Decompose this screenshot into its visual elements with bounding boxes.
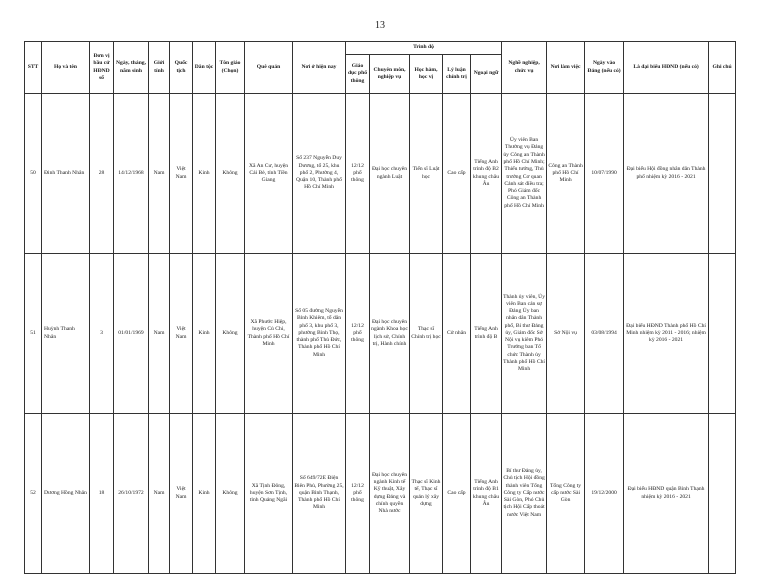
cell-dan-toc: Kinh	[193, 94, 216, 254]
cell-ly-luan: Cao cấp	[443, 94, 471, 254]
table-row	[25, 254, 736, 414]
header-ngay-sinh: Ngày, tháng, năm sinh	[114, 42, 149, 94]
header-trinh-do: Trình độ	[346, 42, 502, 55]
header-nghe-nghiep: Nghề nghiệp, chức vụ	[502, 42, 547, 94]
cell-dan-toc: Kinh	[193, 254, 216, 414]
header-gioi-tinh: Giới tính	[149, 42, 170, 94]
page-number: 13	[375, 20, 385, 31]
cell-nghe-nghiep: Bí thư Đảng ủy, Chủ tịch Hội đồng thành viên Tổng Công ty Cấp nước Sài Gòn, Phó Chủ tịch Hội Cấp thoát nước Việt Nam	[502, 414, 547, 574]
header-hoc-ham: Học hàm, học vị	[410, 55, 443, 94]
header-ghi-chu: Ghi chú	[709, 42, 736, 94]
cell-noi-o: Số 237 Nguyễn Duy Dương, tổ 25, khu phố 2, Phường 4, Quận 10, Thành phố Hồ Chí Minh	[293, 94, 346, 254]
header-ngoai-ngu: Ngoại ngữ	[471, 55, 502, 94]
header-ly-luan: Lý luận chính trị	[443, 55, 471, 94]
cell-ngay-vao-dang: 10/07/1990	[585, 94, 624, 254]
cell-ly-luan: Cử nhân	[443, 254, 471, 414]
cell-don-vi: 28	[90, 94, 114, 254]
cell-quoc-tich: Việt Nam	[170, 94, 193, 254]
table-row	[25, 414, 736, 574]
cell-dan-toc: Kinh	[193, 414, 216, 574]
cell-ton-giao: Không	[216, 414, 245, 574]
cell-hoc-ham: Tiến sĩ Luật học	[410, 94, 443, 254]
cell-ghi-chu	[709, 414, 736, 574]
cell-noi-lam-viec: Sở Nội vụ	[547, 254, 585, 414]
header-stt: STT	[25, 42, 42, 94]
cell-ho-va-ten: Dương Hồng Nhân	[42, 414, 90, 574]
cell-noi-o: Số 649/72E Điện Biên Phủ, Phường 25, quận Bình Thạnh, Thành phố Hồ Chí Minh	[293, 414, 346, 574]
header-ho-va-ten: Họ và tên	[42, 42, 90, 94]
cell-stt: 52	[25, 414, 42, 574]
cell-hoc-ham: Thạc sĩ Chính trị học	[410, 254, 443, 414]
cell-ngay-vao-dang: 19/12/2000	[585, 414, 624, 574]
cell-hoc-ham: Thạc sĩ Kinh tế, Thạc sĩ quản lý xây dựng	[410, 414, 443, 574]
cell-giao-duc: 12/12 phổ thông	[346, 94, 370, 254]
header-ton-giao: Tôn giáo (Chọn)	[216, 42, 245, 94]
cell-ngay-sinh: 14/12/1968	[114, 94, 149, 254]
cell-noi-lam-viec: Tổng Công ty cấp nước Sài Gòn	[547, 414, 585, 574]
cell-don-vi: 3	[90, 254, 114, 414]
header-dan-toc: Dân tộc	[193, 42, 216, 94]
header-chuyen-mon: Chuyên môn, nghiệp vụ	[370, 55, 410, 94]
cell-ton-giao: Không	[216, 94, 245, 254]
cell-noi-lam-viec: Công an Thành phố Hồ Chí Minh	[547, 94, 585, 254]
cell-que-quan: Xã Phước Hiệp, huyện Củ Chi, Thành phố Hồ Chí Minh	[245, 254, 293, 414]
header-quoc-tich: Quốc tịch	[170, 42, 193, 94]
cell-dai-bieu: Đại biểu HĐND Thành phố Hồ Chí Minh nhiệm kỳ 2011 - 2016; nhiệm kỳ 2016 - 2021	[624, 254, 709, 414]
cell-ngay-vao-dang: 03/08/1994	[585, 254, 624, 414]
cell-noi-o: Số 05 đường Nguyễn Bỉnh Khiêm, tổ dân phố 3, khu phố 3, phường Bình Thọ, thành phố Thủ Đức, Thành phố Hồ Chí Minh	[293, 254, 346, 414]
cell-dai-bieu: Đại biểu Hội đồng nhân dân Thành phố nhiệm kỳ 2016 - 2021	[624, 94, 709, 254]
header-ngay-vao-dang: Ngày vào Đảng (nếu có)	[585, 42, 624, 94]
cell-ton-giao: Không	[216, 254, 245, 414]
cell-ly-luan: Cao cấp	[443, 414, 471, 574]
cell-quoc-tich: Việt Nam	[170, 254, 193, 414]
cell-ngoai-ngu: Tiếng Anh trình độ B2 khung châu Âu	[471, 94, 502, 254]
cell-que-quan: Xã An Cư, huyện Cái Bè, tỉnh Tiền Giang	[245, 94, 293, 254]
cell-ho-va-ten: Huỳnh Thanh Nhân	[42, 254, 90, 414]
cell-quoc-tich: Việt Nam	[170, 414, 193, 574]
cell-que-quan: Xã Tịnh Đông, huyện Sơn Tịnh, tỉnh Quảng Ngãi	[245, 414, 293, 574]
cell-nghe-nghiep: Ủy viên Ban Thường vụ Đảng ủy Công an Thành phố Hồ Chí Minh; Thiếu tướng, Thủ trưởng Cơ quan Cảnh sát điều tra; Phó Giám đốc Công an Thành phố Hồ Chí Minh	[502, 94, 547, 254]
cell-ghi-chu	[709, 254, 736, 414]
cell-ngay-sinh: 26/10/1972	[114, 414, 149, 574]
cell-stt: 50	[25, 94, 42, 254]
header-noi-lam-viec: Nơi làm việc	[547, 42, 585, 94]
cell-nghe-nghiep: Thành ủy viên, Ủy viên Ban cán sự Đảng Ủy ban nhân dân Thành phố, Bí thư Đảng ủy, Giám đốc Sở Nội vụ kiêm Phó Trưởng ban Tổ chức Thành ủy Thành phố Hồ Chí Minh	[502, 254, 547, 414]
cell-chuyen-mon: Đại học chuyên ngành Luật	[370, 94, 410, 254]
cell-gioi-tinh: Nam	[149, 254, 170, 414]
cell-ghi-chu	[709, 94, 736, 254]
cell-dai-bieu: Đại biểu HĐND quận Bình Thạnh nhiệm kỳ 2016 - 2021	[624, 414, 709, 574]
cell-giao-duc: 12/12 phổ thông	[346, 414, 370, 574]
cell-don-vi: 18	[90, 414, 114, 574]
header-giao-duc: Giáo dục phổ thông	[346, 55, 370, 94]
cell-ho-va-ten: Đinh Thanh Nhân	[42, 94, 90, 254]
cell-ngoai-ngu: Tiếng Anh trình độ B1 khung châu Âu	[471, 414, 502, 574]
header-don-vi: Đơn vị bầu cử HĐND số	[90, 42, 114, 94]
header-que-quan: Quê quán	[245, 42, 293, 94]
table-row	[25, 94, 736, 254]
cell-ngay-sinh: 01/01/1969	[114, 254, 149, 414]
cell-stt: 51	[25, 254, 42, 414]
cell-chuyen-mon: Đại học chuyên ngành Khoa học lịch sử, Chính trị, Hành chính	[370, 254, 410, 414]
header-dai-bieu: Là đại biểu HĐND (nếu có)	[624, 42, 709, 94]
cell-gioi-tinh: Nam	[149, 414, 170, 574]
cell-gioi-tinh: Nam	[149, 94, 170, 254]
cell-ngoai-ngu: Tiếng Anh trình độ B	[471, 254, 502, 414]
candidate-table	[24, 41, 736, 574]
cell-chuyen-mon: Đại học chuyên ngành Kinh tế Kỹ thuật, Xây dựng Đảng và chính quyền Nhà nước	[370, 414, 410, 574]
cell-giao-duc: 12/12 phổ thông	[346, 254, 370, 414]
header-noi-o: Nơi ở hiện nay	[293, 42, 346, 94]
